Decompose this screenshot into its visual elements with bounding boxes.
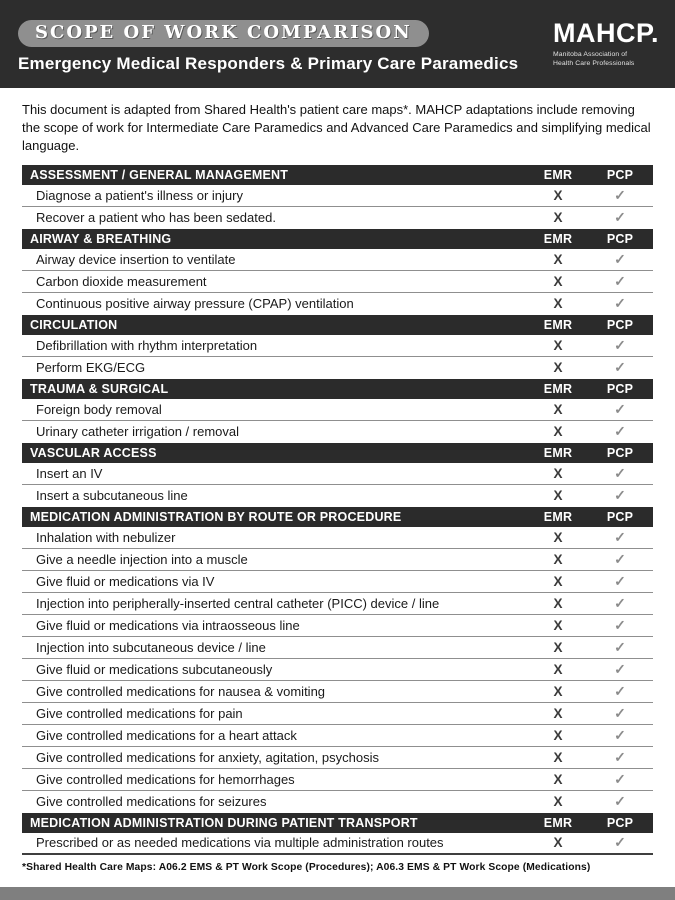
- emr-x-mark: X: [553, 705, 563, 721]
- pcp-check-mark: ✓: [614, 272, 626, 289]
- mahcp-logo-tagline-line2: Health Care Professionals: [552, 60, 635, 68]
- procedure-label: Give fluid or medications via IV: [36, 573, 215, 589]
- section-airway-breathing: [22, 229, 653, 315]
- pcp-check-mark: ✓: [614, 464, 626, 481]
- emr-x-mark: X: [553, 749, 563, 765]
- emr-x-mark: X: [553, 424, 563, 440]
- document-body: [0, 101, 675, 873]
- emr-x-mark: X: [553, 617, 563, 633]
- pcp-check-mark: ✓: [614, 487, 626, 504]
- column-header-pcp: PCP: [606, 445, 634, 460]
- procedure-label: Injection into subcutaneous device / line: [36, 639, 266, 655]
- procedure-label: Give fluid or medications subcutaneously: [36, 661, 273, 677]
- pcp-check-mark: ✓: [614, 209, 626, 226]
- emr-x-mark: X: [553, 727, 563, 743]
- pcp-check-mark: ✓: [614, 704, 626, 721]
- pcp-check-mark: ✓: [614, 336, 626, 353]
- procedure-label: Airway device insertion to ventilate: [36, 251, 236, 267]
- pcp-check-mark: ✓: [614, 770, 626, 787]
- emr-x-mark: X: [553, 573, 563, 589]
- section-title: MEDICATION ADMINISTRATION DURING PATIENT TRANSPORT: [30, 815, 418, 830]
- section-medication-route: [22, 507, 653, 813]
- emr-x-mark: X: [553, 835, 563, 851]
- column-header-pcp: PCP: [606, 509, 634, 524]
- emr-x-mark: X: [553, 337, 563, 353]
- emr-x-mark: X: [553, 639, 563, 655]
- procedure-label: Urinary catheter irrigation / removal: [36, 424, 240, 440]
- emr-x-mark: X: [553, 488, 563, 504]
- table-row: [22, 615, 653, 637]
- procedure-label: Defibrillation with rhythm interpretation: [36, 337, 258, 353]
- emr-x-mark: X: [553, 465, 563, 481]
- emr-x-mark: X: [553, 661, 563, 677]
- table-row: [22, 357, 653, 379]
- emr-x-mark: X: [553, 529, 563, 545]
- column-header-emr: EMR: [543, 317, 573, 332]
- procedure-label: Give a needle injection into a muscle: [36, 551, 248, 567]
- pcp-check-mark: ✓: [614, 528, 626, 545]
- table-row: [22, 703, 653, 725]
- column-header-pcp: PCP: [606, 167, 634, 182]
- emr-x-mark: X: [553, 771, 563, 787]
- table-row: [22, 549, 653, 571]
- procedure-label: Insert a subcutaneous line: [36, 488, 188, 504]
- procedure-label: Give fluid or medications via intraosseous line: [36, 617, 300, 633]
- section-medication-transport: [22, 813, 653, 855]
- section-header-bar: [22, 813, 653, 833]
- emr-x-mark: X: [553, 296, 563, 312]
- table-row: [22, 593, 653, 615]
- table-row: [22, 681, 653, 703]
- section-header-bar: [22, 315, 653, 335]
- section-title: AIRWAY & BREATHING: [30, 231, 172, 246]
- pcp-check-mark: ✓: [614, 186, 626, 203]
- footnote: *Shared Health Care Maps: A06.2 EMS & PT Work Scope (Procedures); A06.3 EMS & PT Work Scope (Medications): [22, 861, 591, 873]
- pcp-check-mark: ✓: [614, 423, 626, 440]
- emr-x-mark: X: [553, 210, 563, 226]
- pcp-check-mark: ✓: [614, 295, 626, 312]
- table-row: [22, 421, 653, 443]
- emr-x-mark: X: [553, 794, 563, 810]
- procedure-label: Give controlled medications for pain: [36, 705, 243, 721]
- table-row: [22, 527, 653, 549]
- procedure-label: Carbon dioxide measurement: [36, 273, 207, 289]
- procedure-label: Perform EKG/ECG: [36, 360, 146, 376]
- pcp-check-mark: ✓: [614, 616, 626, 633]
- section-vascular-access: [22, 443, 653, 507]
- procedure-label: Give controlled medications for anxiety, agitation, psychosis: [36, 749, 379, 765]
- pcp-check-mark: ✓: [614, 660, 626, 677]
- table-row: [22, 833, 653, 855]
- table-row: [22, 659, 653, 681]
- emr-x-mark: X: [553, 360, 563, 376]
- column-header-pcp: PCP: [606, 381, 634, 396]
- section-title: VASCULAR ACCESS: [30, 445, 157, 460]
- table-row: [22, 791, 653, 813]
- table-row: [22, 185, 653, 207]
- column-header-pcp: PCP: [606, 317, 634, 332]
- column-header-pcp: PCP: [606, 231, 634, 246]
- page-title: Emergency Medical Responders & Primary Care Paramedics: [18, 54, 519, 73]
- section-header-bar: [22, 229, 653, 249]
- table-row: [22, 485, 653, 507]
- table-row: [22, 293, 653, 315]
- column-header-emr: EMR: [543, 231, 573, 246]
- section-header-bar: [22, 165, 653, 185]
- procedure-label: Injection into peripherally-inserted central catheter (PICC) device / line: [36, 595, 440, 611]
- section-circulation: [22, 315, 653, 379]
- procedure-label: Give controlled medications for hemorrhages: [36, 771, 295, 787]
- section-header-bar: [22, 507, 653, 527]
- section-title: ASSESSMENT / GENERAL MANAGEMENT: [30, 167, 289, 182]
- mahcp-logo-wordmark: MAHCP.: [552, 18, 659, 48]
- intro-paragraph: This document is adapted from Shared Health's patient care maps*. MAHCP adaptations include removing the scope of work for Intermediate Care Paramedics and Advanced Care Paramedics and simplifying medical language.: [22, 102, 651, 153]
- emr-x-mark: X: [553, 187, 563, 203]
- pcp-check-mark: ✓: [614, 550, 626, 567]
- pcp-check-mark: ✓: [614, 834, 626, 851]
- pcp-check-mark: ✓: [614, 638, 626, 655]
- section-title: TRAUMA & SURGICAL: [30, 381, 169, 396]
- pcp-check-mark: ✓: [614, 572, 626, 589]
- table-row: [22, 747, 653, 769]
- emr-x-mark: X: [553, 595, 563, 611]
- section-header-bar: [22, 379, 653, 399]
- pcp-check-mark: ✓: [614, 748, 626, 765]
- emr-x-mark: X: [553, 551, 563, 567]
- table-row: [22, 207, 653, 229]
- column-header-emr: EMR: [543, 167, 573, 182]
- table-row: [22, 571, 653, 593]
- section-title: CIRCULATION: [30, 317, 118, 332]
- page-header: [0, 0, 675, 88]
- procedure-label: Give controlled medications for nausea & vomiting: [36, 683, 326, 699]
- emr-x-mark: X: [553, 273, 563, 289]
- pcp-check-mark: ✓: [614, 793, 626, 810]
- column-header-emr: EMR: [543, 815, 573, 830]
- pcp-check-mark: ✓: [614, 250, 626, 267]
- column-header-emr: EMR: [543, 445, 573, 460]
- footer-band: [0, 887, 675, 900]
- section-title: MEDICATION ADMINISTRATION BY ROUTE OR PROCEDURE: [30, 509, 402, 524]
- pcp-check-mark: ✓: [614, 682, 626, 699]
- emr-x-mark: X: [553, 401, 563, 417]
- procedure-label: Diagnose a patient's illness or injury: [36, 187, 243, 203]
- procedure-label: Give controlled medications for a heart attack: [36, 727, 297, 743]
- procedure-label: Insert an IV: [36, 465, 103, 481]
- emr-x-mark: X: [553, 251, 563, 267]
- column-header-emr: EMR: [543, 509, 573, 524]
- emr-x-mark: X: [553, 683, 563, 699]
- table-row: [22, 769, 653, 791]
- table-row: [22, 335, 653, 357]
- mahcp-logo-tagline-line1: Manitoba Association of: [552, 51, 628, 58]
- procedure-label: Prescribed or as needed medications via multiple administration routes: [36, 835, 444, 851]
- section-header-bar: [22, 443, 653, 463]
- table-row: [22, 399, 653, 421]
- table-row: [22, 249, 653, 271]
- procedure-label: Inhalation with nebulizer: [36, 529, 176, 545]
- scope-comparison-table: [22, 165, 653, 855]
- section-assessment: [22, 165, 653, 229]
- table-row: [22, 725, 653, 747]
- procedure-label: Continuous positive airway pressure (CPAP) ventilation: [36, 296, 354, 312]
- table-row: [22, 463, 653, 485]
- pcp-check-mark: ✓: [614, 594, 626, 611]
- table-row: [22, 271, 653, 293]
- procedure-label: Give controlled medications for seizures: [36, 794, 267, 810]
- column-header-pcp: PCP: [606, 815, 634, 830]
- pcp-check-mark: ✓: [614, 359, 626, 376]
- pcp-check-mark: ✓: [614, 726, 626, 743]
- procedure-label: Foreign body removal: [36, 401, 162, 417]
- column-header-emr: EMR: [543, 381, 573, 396]
- pcp-check-mark: ✓: [614, 400, 626, 417]
- mahcp-logo: [553, 20, 659, 68]
- table-row: [22, 637, 653, 659]
- procedure-label: Recover a patient who has been sedated.: [36, 210, 276, 226]
- section-trauma-surgical: [22, 379, 653, 443]
- scope-of-work-badge: SCOPE OF WORK COMPARISON: [18, 20, 429, 47]
